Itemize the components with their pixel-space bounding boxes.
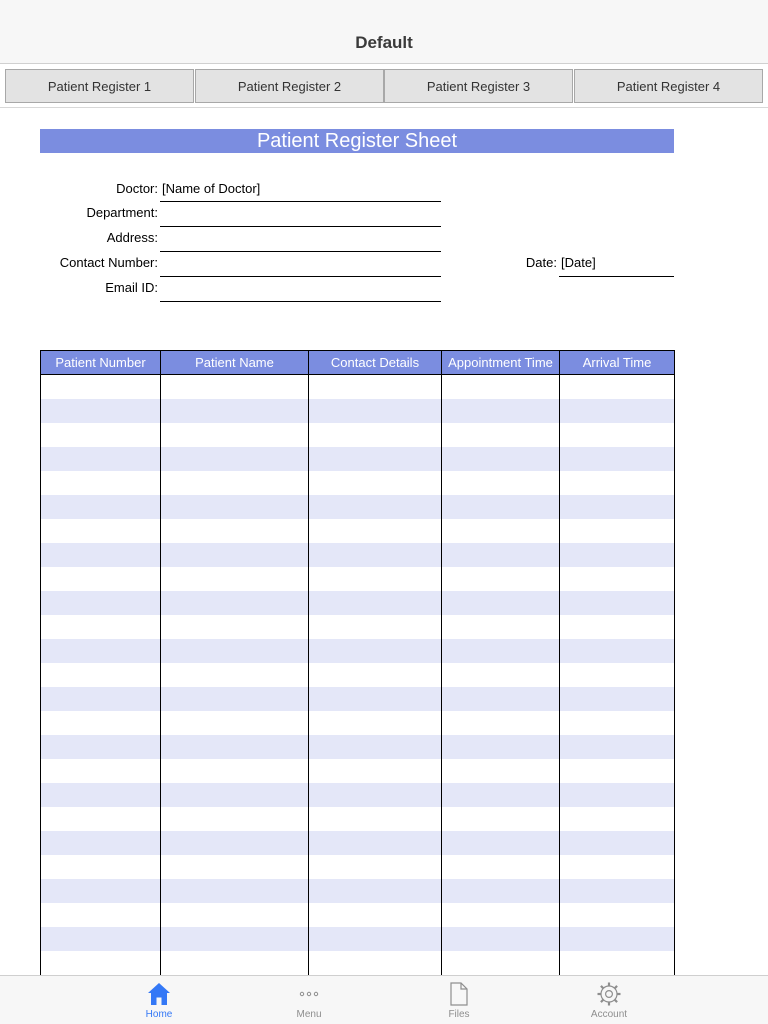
header-arrival-time[interactable]: Arrival Time	[560, 351, 675, 375]
tab-account-label: Account	[590, 1009, 628, 1020]
department-label: Department:	[86, 205, 158, 220]
date-underline	[559, 276, 674, 277]
tab-account[interactable]	[534, 976, 684, 1024]
column-divider	[160, 351, 161, 975]
column-divider	[308, 351, 309, 975]
sheet-tab-strip	[0, 64, 768, 108]
address-label: Address:	[106, 230, 158, 245]
more-icon	[296, 981, 322, 1007]
date-label: Date:	[525, 255, 557, 270]
gear-icon	[596, 981, 622, 1007]
doctor-underline	[160, 201, 441, 202]
tab-files-label: Files	[448, 1009, 470, 1020]
header-appointment-time[interactable]: Appointment Time	[442, 351, 560, 375]
sheet-tab-patient-register-2[interactable]: Patient Register 2	[195, 69, 384, 103]
department-underline	[160, 226, 441, 227]
header-patient-number[interactable]: Patient Number	[41, 351, 161, 375]
sheet-tab-patient-register-1[interactable]: Patient Register 1	[5, 69, 194, 103]
tab-home-label: Home	[145, 1009, 173, 1020]
header-contact-details[interactable]: Contact Details	[309, 351, 442, 375]
document-title: Default	[355, 33, 413, 52]
table-row[interactable]	[41, 879, 675, 903]
navigation-bar	[0, 0, 768, 64]
column-divider	[441, 351, 442, 975]
date-value[interactable]: [Date]	[561, 255, 596, 270]
table-row[interactable]	[41, 399, 675, 423]
table-row[interactable]	[41, 639, 675, 663]
sheet-title: Patient Register Sheet	[40, 129, 674, 153]
doctor-value[interactable]: [Name of Doctor]	[162, 181, 261, 196]
table-row[interactable]	[41, 663, 675, 687]
table-row[interactable]	[41, 687, 675, 711]
table-row[interactable]	[41, 375, 675, 399]
table-row[interactable]	[41, 951, 675, 975]
table-row[interactable]	[41, 495, 675, 519]
contact-number-underline	[160, 276, 441, 277]
table-row[interactable]	[41, 519, 675, 543]
bottom-tab-bar	[0, 975, 768, 1024]
column-divider	[674, 351, 675, 975]
table-row[interactable]	[41, 903, 675, 927]
patient-register-table	[40, 350, 675, 975]
table-row[interactable]	[41, 615, 675, 639]
table-row[interactable]	[41, 711, 675, 735]
contact-number-label: Contact Number:	[59, 255, 158, 270]
tab-menu[interactable]	[234, 976, 384, 1024]
tab-files[interactable]	[384, 976, 534, 1024]
table-row[interactable]	[41, 759, 675, 783]
table-row[interactable]	[41, 855, 675, 879]
tab-menu-label: Menu	[296, 1009, 322, 1020]
column-divider	[559, 351, 560, 975]
doctor-label: Doctor:	[116, 181, 158, 196]
table-row[interactable]	[41, 783, 675, 807]
table-row[interactable]	[41, 927, 675, 951]
home-icon	[146, 981, 172, 1007]
table-row[interactable]	[41, 423, 675, 447]
sheet-tab-patient-register-3[interactable]: Patient Register 3	[384, 69, 573, 103]
table-row[interactable]	[41, 447, 675, 471]
table-row[interactable]	[41, 591, 675, 615]
sheet-tab-patient-register-4[interactable]: Patient Register 4	[574, 69, 763, 103]
file-icon	[446, 981, 472, 1007]
address-underline	[160, 251, 441, 252]
table-row[interactable]	[41, 831, 675, 855]
tab-home[interactable]	[84, 976, 234, 1024]
table-row[interactable]	[41, 471, 675, 495]
table-row[interactable]	[41, 807, 675, 831]
table-row[interactable]	[41, 543, 675, 567]
spreadsheet-area[interactable]	[0, 108, 768, 975]
email-label: Email ID:	[105, 280, 158, 295]
header-patient-name[interactable]: Patient Name	[161, 351, 309, 375]
table-row[interactable]	[41, 567, 675, 591]
table-row[interactable]	[41, 735, 675, 759]
email-underline	[160, 301, 441, 302]
